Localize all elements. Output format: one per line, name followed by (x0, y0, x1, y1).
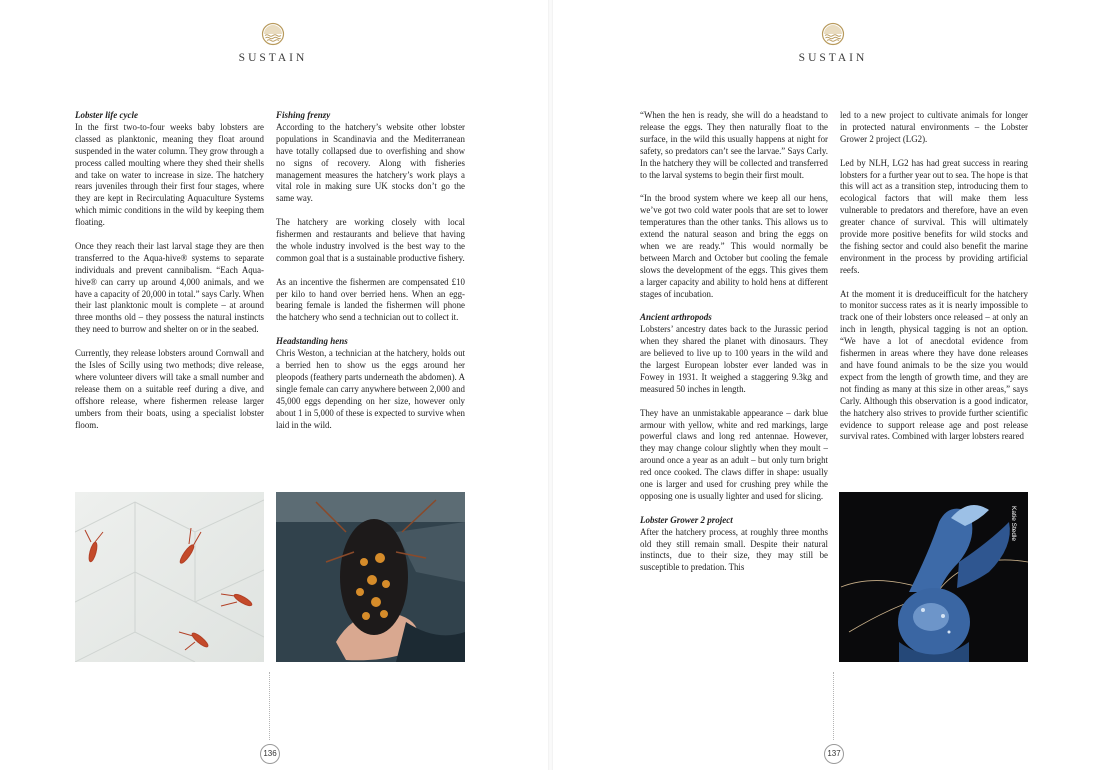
paragraph: Chris Weston, a technician at the hatchery, holds out a berried hen to show us the eggs around her pleopods (feathery parts underneath the abdomen). A single female can carry anywhere between 2,000 and 45,000 eggs depending on her size, however only about 1 in 5,000 of these is expected to survive when laid in the wild. (276, 348, 465, 430)
brand-name: SUSTAIN (798, 52, 868, 64)
section-heading: Headstanding hens (276, 336, 348, 347)
paragraph: The hatchery are working closely with local fishermen and restaurants and believe that having the whole industry involved is the best way to the common goal that is a sustainable productive fishery. (276, 217, 465, 263)
page-number: 136 (260, 744, 280, 764)
sustain-logo-icon (261, 22, 285, 46)
paragraph: In the first two-to-four weeks baby lobsters are classed as planktonic, meaning they float around suspended in the water column. They grow through a process called moulting where they shed their shells and take on water to increase in size. The hatchery rears juveniles through their first four stages, where they are kept in Recirculating Aquaculture Systems which mimic conditions in the wild by keeping them floating. (75, 121, 264, 228)
berried-hen-photo (276, 492, 465, 662)
section-heading: Lobster life cycle (75, 110, 138, 120)
paragraph: As an incentive the fishermen are compensated £10 per kilo to hand over berried hens. When an egg-bearing female is landed the fishermen will phone the hatchery who send a technician out to collect it. (276, 276, 465, 323)
left-column-2 (276, 110, 465, 443)
page-divider-line (833, 672, 834, 740)
paragraph: Once they reach their last larval stage they are then transferred to the Aqua-hive® systems to separate individuals and prevent cannibalism. “Each Aqua-hive® can carry up around 4,000 animals, and we have a capacity of 20,000 in total.” says Carly. When their last planktonic moult is complete – at around three months old – they possess the natural instincts they need to burrow and shelter on or in the seabed. (75, 240, 264, 335)
blue-lobster-photo (839, 492, 1028, 662)
paragraph: They have an unmistakable appearance – dark blue armour with yellow, white and red markings, large powerful claws and long red antennae. However, they may change colour slightly when they moult – around once a year as an adult – but only turn bright red once cooked. The claws differ in shape: usually one is larger and used for crushing prey while the opposing one is usually lighter and used for slicing. (640, 407, 828, 501)
page-number: 137 (824, 744, 844, 764)
right-page (553, 0, 1101, 770)
paragraph: Lobsters’ ancestry dates back to the Jurassic period when they shared the planet with dinosaurs. They are believed to live up to 100 years in the wild and the largest European lobster ever landed was in Fowey in 1931. It weighed a staggering 9.3kg and measured 50 inches in length. (640, 324, 828, 394)
paragraph: “When the hen is ready, she will do a headstand to release the eggs. They then naturally float to the surface, in the wild this usually happens at night for safety, so predators can’t see the larvae.” Says Carly. In the hatchery they will be collected and transferred to the larval systems to begin their first moult. (640, 110, 828, 180)
paragraph: Led by NLH, LG2 has had great success in rearing lobsters for a further year out to sea. The hope is that this will act as a transition step, introducing them to ecological factors that will make them less vulnerable to predators and therefore, have an even greater chance of survival. This will ultimately provide more positive benefits for wild stocks and the fishing sector and could also benefit the marine environment in the process by providing artificial reefs. (840, 157, 1028, 275)
paragraph: led to a new project to cultivate animals for longer in protected natural environments – the Lobster Grower 2 project (LG2). (840, 110, 1028, 144)
left-column-1 (75, 110, 264, 443)
left-page (0, 0, 548, 770)
section-heading: Ancient arthropods (640, 312, 712, 323)
paragraph: Currently, they release lobsters around Cornwall and the Isles of Scilly using two methods; dive release, where volunteer divers will take a small number and release them on a suitable reef during a dive, and offshore release, where fishermen release larger umbers from their boats, using a specialist lobster floom. (75, 348, 264, 430)
photo-credit: Katie Stedle (1010, 506, 1017, 542)
juvenile-lobsters-photo (75, 492, 264, 662)
section-heading: Fishing frenzy (276, 110, 331, 120)
paragraph: At the moment it is dreduceifficult for the hatchery to monitor success rates as it is nearly impossible to track one of their lobsters once released – at only an inch in length, physical tagging is not an option. “We have a lot of anecdotal evidence from fishermen in areas where they have done releases and have found animals to be the size you would expect from the length of growth time, and they are not finding as many at this size in other areas,” says Carly. Although this observation is a good indicator, the hatchery also strives to provide further scientific evidence to support release age and post release survival rates. Combined with larger lobsters reared (840, 288, 1028, 442)
paragraph: “In the brood system where we keep all our hens, we’ve got two cold water pools that are set to lower temperatures than the other tanks. This allows us to extend the natural season and bring the eggs on when we are ready.” This would normally be between March and October but cooling the female slows the development of the eggs. This gives them a larger capacity and ability to hold hens at different stages of incubation. (640, 193, 828, 299)
paragraph: According to the hatchery’s website other lobster populations in Scandinavia and the Mediterranean have totally collapsed due to overfishing and show no signs of recovery. Along with fisheries management measures the hatchery’s work plays a vital role in making sure UK stocks don’t go the same way. (276, 121, 465, 204)
section-heading: Lobster Grower 2 project (640, 514, 733, 525)
right-column-2 (840, 110, 1028, 455)
sustain-logo-icon (821, 22, 845, 46)
right-column-1 (640, 110, 828, 586)
page-divider-line (269, 672, 270, 740)
paragraph: After the hatchery process, at roughly three months old they still remain small. Despite their natural instincts, due to their size, they may still be susceptible to predation. This (640, 526, 828, 573)
brand-name: SUSTAIN (238, 52, 308, 64)
